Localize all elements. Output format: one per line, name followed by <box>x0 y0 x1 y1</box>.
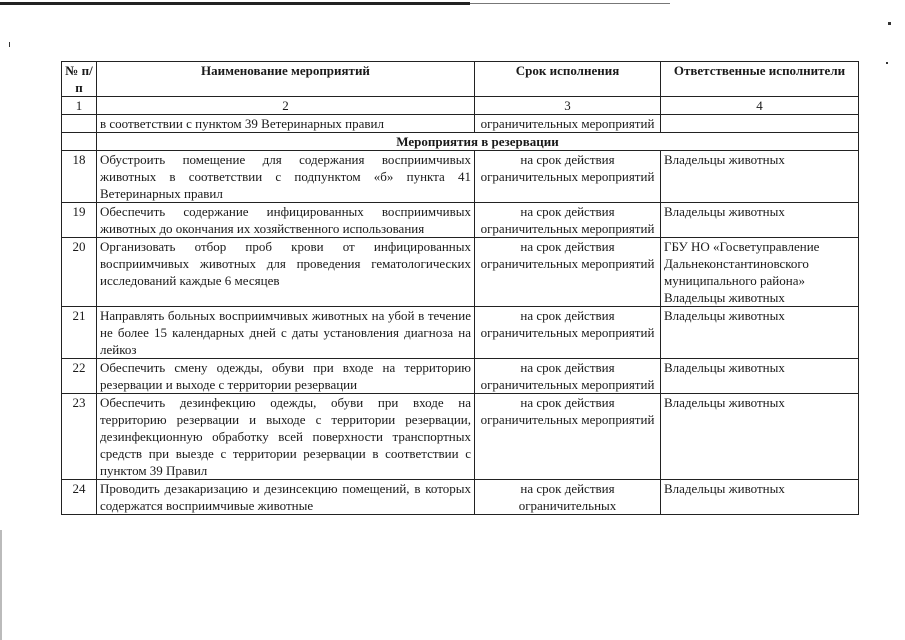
header-resp: Ответственные исполнители <box>661 62 859 97</box>
header-term: Срок исполнения <box>475 62 661 97</box>
table-row <box>62 394 859 480</box>
column-number: 4 <box>661 97 859 115</box>
row-number: 23 <box>62 394 97 480</box>
scan-edge-shadow <box>0 530 2 640</box>
measure-name: Проводить дезакаризацию и дезинсекцию помещений, в которых содержатся восприимчивые животные <box>97 480 475 515</box>
measure-responsible: Владельцы животных <box>661 359 859 394</box>
measure-name: Обеспечить дезинфекцию одежды, обуви при входе на территорию резервации и выходе с территории резервации, дезинфекционную обработку всей поверхности транспортных средств при выезде с территории резервации в соответствии с пунктом 39 Правил <box>97 394 475 480</box>
column-number: 1 <box>62 97 97 115</box>
scan-edge-bar <box>0 2 470 5</box>
measure-responsible: Владельцы животных <box>661 307 859 359</box>
measure-responsible: Владельцы животных <box>661 394 859 480</box>
measure-term: на срок действия ограничительных мероприятий <box>475 151 661 203</box>
row-number: 19 <box>62 203 97 238</box>
section-title: Мероприятия в резервации <box>97 133 859 151</box>
scan-edge <box>0 2 905 10</box>
header-row <box>62 62 859 97</box>
measure-name: Обеспечить содержание инфицированных восприимчивых животных до окончания их хозяйственного использования <box>97 203 475 238</box>
measure-responsible: Владельцы животных <box>661 203 859 238</box>
scan-edge-line <box>470 3 670 4</box>
row-number: 21 <box>62 307 97 359</box>
header-no: № п/п <box>62 62 97 97</box>
row-number: 24 <box>62 480 97 515</box>
section-row <box>62 133 859 151</box>
measure-responsible: ГБУ НО «Госветуправление Дальнеконстантиновского муниципального района» Владельцы животных <box>661 238 859 307</box>
measure-name: Обустроить помещение для содержания восприимчивых животных в соответствии с подпунктом «б» пункта 41 Ветеринарных правил <box>97 151 475 203</box>
row-number <box>62 133 97 151</box>
row-number: 22 <box>62 359 97 394</box>
table-row <box>62 151 859 203</box>
measure-responsible <box>661 115 859 133</box>
measure-name: Обеспечить смену одежды, обуви при входе на территорию резервации и выходе с территории резервации <box>97 359 475 394</box>
measure-responsible: Владельцы животных <box>661 151 859 203</box>
column-number-row <box>62 97 859 115</box>
measure-term: на срок действия ограничительных <box>475 480 661 515</box>
row-number <box>62 115 97 133</box>
column-number: 2 <box>97 97 475 115</box>
measure-name: Организовать отбор проб крови от инфицированных восприимчивых животных для проведения гематологических исследований каждые 6 месяцев <box>97 238 475 307</box>
measure-term: ограничительных мероприятий <box>475 115 661 133</box>
measure-responsible: Владельцы животных <box>661 480 859 515</box>
measure-term: на срок действия ограничительных мероприятий <box>475 394 661 480</box>
measures-table <box>61 61 859 515</box>
measure-term: на срок действия ограничительных мероприятий <box>475 307 661 359</box>
scan-speck <box>888 22 891 25</box>
scan-speck <box>9 42 10 47</box>
measure-term: на срок действия ограничительных мероприятий <box>475 203 661 238</box>
measure-name: в соответствии с пунктом 39 Ветеринарных правил <box>97 115 475 133</box>
table-row <box>62 359 859 394</box>
measure-term: на срок действия ограничительных мероприятий <box>475 238 661 307</box>
header-name: Наименование мероприятий <box>97 62 475 97</box>
row-number: 20 <box>62 238 97 307</box>
column-number: 3 <box>475 97 661 115</box>
row-number: 18 <box>62 151 97 203</box>
table-row <box>62 238 859 307</box>
continuation-row <box>62 115 859 133</box>
measure-term: на срок действия ограничительных мероприятий <box>475 359 661 394</box>
scan-speck <box>886 62 888 64</box>
table-row <box>62 307 859 359</box>
table-row <box>62 203 859 238</box>
table-row <box>62 480 859 515</box>
measure-name: Направлять больных восприимчивых животных на убой в течение не более 15 календарных дней с даты установления диагноза на лейкоз <box>97 307 475 359</box>
